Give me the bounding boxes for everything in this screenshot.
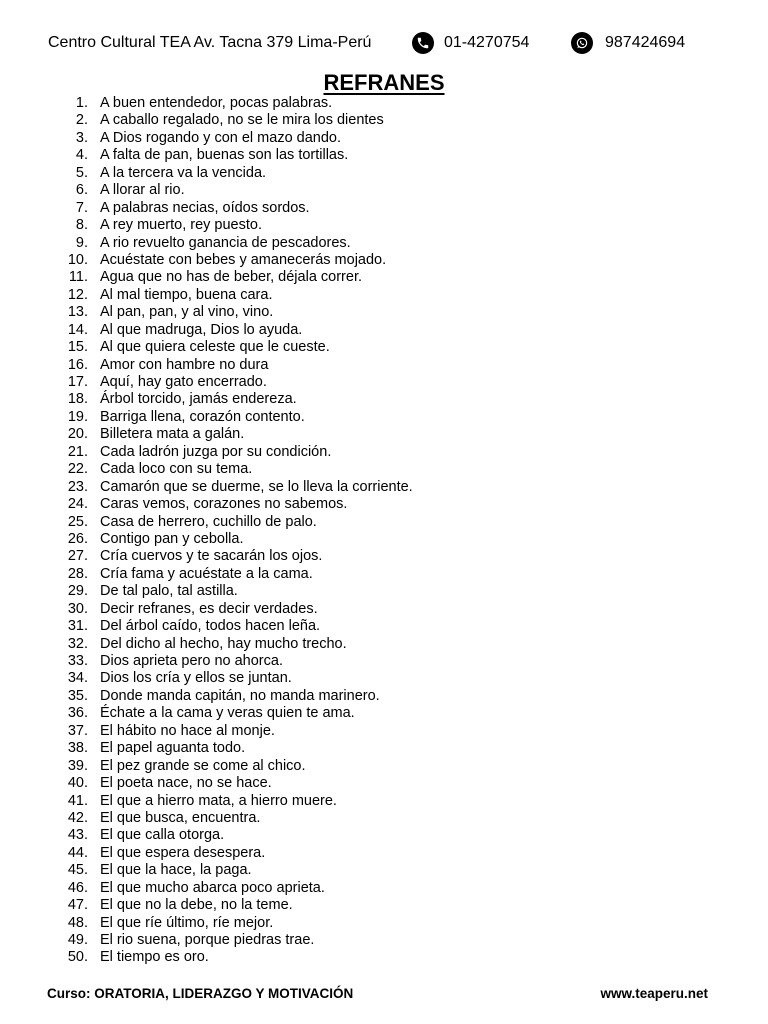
list-item-text: Amor con hambre no dura [100, 356, 269, 373]
list-item [0, 740, 768, 757]
list-item-text: Dios los cría y ellos se juntan. [100, 670, 292, 687]
list-item-number: 32. [67, 635, 88, 652]
list-item [0, 339, 768, 356]
list-item-text: Aquí, hay gato encerrado. [100, 374, 267, 390]
whatsapp-number: 987424694 [605, 34, 686, 51]
list-item-number: 11. [68, 269, 88, 286]
list-item-text: Contigo pan y cebolla. [100, 530, 244, 547]
list-item [0, 915, 768, 932]
list-item [0, 601, 768, 618]
list-item [0, 112, 768, 129]
list-item-number: 12. [67, 286, 88, 303]
list-item-number: 22. [67, 461, 88, 478]
list-item [0, 636, 768, 653]
list-item [0, 827, 768, 844]
list-item-number: 7. [75, 199, 88, 216]
list-item-text: Donde manda capitán, no manda marinero. [100, 687, 380, 704]
list-item [0, 618, 768, 635]
list-item-number: 35. [67, 687, 88, 704]
list-item-text: A buen entendedor, pocas palabras. [100, 95, 333, 111]
list-item-text: Al que madruga, Dios lo ayuda. [100, 321, 303, 338]
list-item-text: A rey muerto, rey puesto. [100, 217, 262, 234]
list-item-number: 46. [67, 879, 88, 896]
list-item-number: 21. [67, 443, 88, 460]
list-item-text: El que no la debe, no la teme. [100, 897, 293, 914]
list-item-number: 4. [75, 147, 88, 164]
list-item [0, 810, 768, 827]
list-item-text: A llorar al rio. [100, 182, 185, 199]
list-item-number: 2. [75, 112, 88, 129]
list-item [0, 566, 768, 583]
list-item-number: 3. [75, 129, 88, 146]
list-item-text: El que a hierro mata, a hierro muere. [100, 792, 337, 809]
list-item [0, 653, 768, 670]
list-item-number: 5. [75, 164, 88, 181]
page-header [0, 30, 768, 56]
list-item-number: 23. [67, 478, 88, 495]
list-item-text: El poeta nace, no se hace. [100, 775, 272, 792]
list-item-number: 8. [75, 217, 88, 234]
list-item [0, 514, 768, 531]
list-item [0, 496, 768, 513]
list-item [0, 897, 768, 914]
list-item-number: 48. [67, 914, 88, 931]
list-item-number: 29. [67, 583, 88, 600]
refranes-list [0, 95, 768, 967]
list-item-number: 17. [67, 374, 88, 390]
list-item-text: Cada loco con su tema. [100, 461, 253, 478]
list-item-text: Barriga llena, corazón contento. [100, 408, 305, 425]
list-item-text: El que calla otorga. [100, 827, 225, 844]
list-item [0, 793, 768, 810]
list-item [0, 374, 768, 391]
list-item-number: 16. [67, 356, 88, 373]
list-item-text: Échate a la cama y veras quien te ama. [100, 705, 355, 722]
list-item [0, 949, 768, 966]
list-item-number: 19. [67, 408, 88, 425]
phone-number: 01-4270754 [444, 34, 530, 51]
list-item-text: El que mucho abarca poco aprieta. [100, 879, 325, 896]
list-item-text: Dios aprieta pero no ahorca. [100, 653, 283, 669]
list-item [0, 688, 768, 705]
list-item-number: 18. [67, 391, 88, 408]
phone-icon [412, 32, 434, 54]
list-item-text: El que espera desespera. [100, 844, 266, 861]
list-item [0, 775, 768, 792]
list-item-text: Decir refranes, es decir verdades. [100, 600, 318, 617]
list-item-text: El tiempo es oro. [100, 949, 209, 966]
list-item [0, 426, 768, 443]
list-item-number: 33. [67, 653, 88, 669]
list-item [0, 95, 768, 112]
list-item-text: El pez grande se come al chico. [100, 757, 306, 774]
list-item-number: 26. [67, 530, 88, 547]
list-item-number: 25. [67, 513, 88, 530]
list-item-text: Camarón que se duerme, se lo lleva la corriente. [100, 478, 413, 495]
list-item-text: A Dios rogando y con el mazo dando. [100, 129, 342, 146]
list-item-number: 10. [67, 251, 88, 268]
list-item [0, 444, 768, 461]
list-item-text: Casa de herrero, cuchillo de palo. [100, 513, 317, 530]
list-item-number: 37. [67, 722, 88, 739]
list-item [0, 531, 768, 548]
list-item-number: 44. [67, 844, 88, 861]
course-name: Curso: ORATORIA, LIDERAZGO Y MOTIVACIÓN [47, 986, 354, 1001]
page-title: REFRANES [323, 70, 445, 95]
list-item-text: Caras vemos, corazones no sabemos. [100, 496, 348, 513]
list-item-text: El que la hace, la paga. [100, 862, 252, 879]
list-item [0, 705, 768, 722]
list-item [0, 217, 768, 234]
whatsapp-contact [571, 30, 685, 56]
list-item-text: Árbol torcido, jamás endereza. [100, 391, 297, 408]
list-item-text: Billetera mata a galán. [100, 426, 245, 443]
list-item [0, 357, 768, 374]
list-item-text: El rio suena, porque piedras trae. [100, 932, 315, 948]
list-item-text: A falta de pan, buenas son las tortillas. [100, 147, 349, 164]
website-url: www.teaperu.net [600, 986, 708, 1001]
list-item [0, 391, 768, 408]
list-item [0, 287, 768, 304]
list-item-number: 47. [67, 897, 88, 914]
list-item-number: 42. [67, 809, 88, 826]
list-item-number: 43. [67, 827, 88, 844]
list-item-number: 20. [67, 426, 88, 443]
list-item-text: Al mal tiempo, buena cara. [100, 286, 273, 303]
list-item [0, 461, 768, 478]
list-item-text: Al que quiera celeste que le cueste. [100, 339, 330, 356]
list-item-number: 28. [67, 565, 88, 582]
list-item-number: 27. [67, 548, 88, 565]
list-item [0, 235, 768, 252]
list-item-number: 15. [67, 339, 88, 356]
list-item-number: 40. [67, 775, 88, 792]
list-item-text: Cría fama y acuéstate a la cama. [100, 565, 313, 582]
list-item-text: Al pan, pan, y al vino, vino. [100, 304, 274, 321]
list-item [0, 479, 768, 496]
list-item [0, 252, 768, 269]
list-item-text: Del árbol caído, todos hacen leña. [100, 618, 321, 635]
list-item-number: 9. [75, 234, 88, 251]
list-item-number: 41. [67, 792, 88, 809]
list-item [0, 723, 768, 740]
list-item-number: 39. [67, 757, 88, 774]
list-item-text: A la tercera va la vencida. [100, 164, 267, 181]
list-item [0, 200, 768, 217]
list-item-number: 31. [67, 618, 88, 635]
list-item-text: Cada ladrón juzga por su condición. [100, 443, 332, 460]
list-item [0, 165, 768, 182]
list-item-number: 36. [67, 705, 88, 722]
list-item-number: 50. [67, 949, 88, 966]
list-item [0, 670, 768, 687]
list-item-text: De tal palo, tal astilla. [100, 583, 238, 600]
list-item [0, 182, 768, 199]
list-item-text: Acuéstate con bebes y amanecerás mojado. [100, 251, 387, 268]
list-item-number: 34. [67, 670, 88, 687]
list-item-number: 13. [67, 304, 88, 321]
list-item-text: A caballo regalado, no se le mira los dientes [100, 112, 384, 129]
list-item-text: El hábito no hace al monje. [100, 722, 275, 739]
list-item-number: 45. [67, 862, 88, 879]
list-item-text: El que ríe último, ríe mejor. [100, 914, 274, 931]
organization-address: Centro Cultural TEA Av. Tacna 379 Lima-Perú [48, 34, 372, 51]
list-item-text: Cría cuervos y te sacarán los ojos. [100, 548, 323, 565]
list-item-text: A palabras necias, oídos sordos. [100, 199, 310, 216]
list-item [0, 758, 768, 775]
list-item-number: 6. [75, 182, 88, 199]
list-item [0, 304, 768, 321]
list-item [0, 932, 768, 949]
list-item-number: 38. [67, 740, 88, 757]
list-item-number: 30. [67, 600, 88, 617]
list-item-text: Del dicho al hecho, hay mucho trecho. [100, 635, 347, 652]
list-item [0, 147, 768, 164]
list-item [0, 409, 768, 426]
whatsapp-icon [571, 32, 593, 54]
list-item-number: 24. [67, 496, 88, 513]
list-item-text: A rio revuelto ganancia de pescadores. [100, 234, 351, 251]
list-item [0, 548, 768, 565]
phone-contact [412, 30, 529, 56]
list-item-text: El papel aguanta todo. [100, 740, 246, 757]
list-item [0, 880, 768, 897]
list-item [0, 583, 768, 600]
list-item-number: 49. [67, 932, 88, 948]
list-item-number: 14. [67, 321, 88, 338]
list-item [0, 845, 768, 862]
list-item [0, 322, 768, 339]
list-item-text: El que busca, encuentra. [100, 809, 261, 826]
list-item [0, 130, 768, 147]
list-item-text: Agua que no has de beber, déjala correr. [100, 269, 362, 286]
list-item [0, 862, 768, 879]
list-item-number: 1. [75, 95, 88, 111]
list-item [0, 269, 768, 286]
